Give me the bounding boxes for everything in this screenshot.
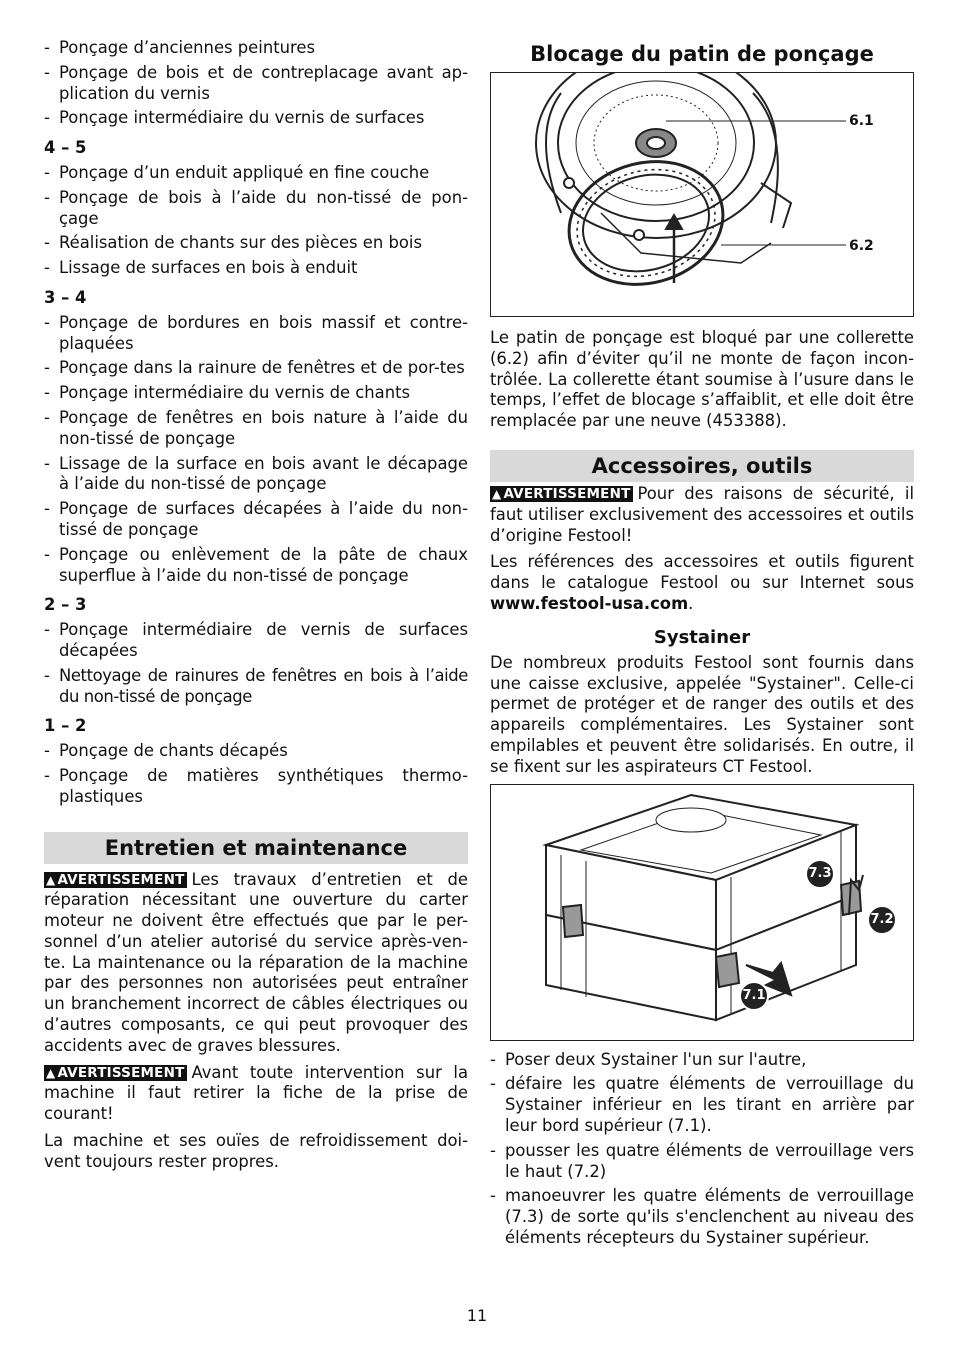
systainer-figure <box>490 784 914 1041</box>
list-item: - Ponçage de matières synthétiques thermo-plastiques <box>44 766 468 808</box>
sanding-pad-illustration <box>491 73 913 316</box>
warning-triangle-icon: ▲ <box>492 486 502 501</box>
list-item: - Ponçage d’anciennes peintures <box>44 38 468 59</box>
list-item: - Ponçage d’un enduit appliqué en fine couche <box>44 163 468 184</box>
warning-paragraph: ▲ AVERTISSEMENT Avant toute intervention sur la machine il faut retirer la fiche de la prise de courant! <box>44 1062 468 1124</box>
callout-6-2: 6.2 <box>849 238 874 254</box>
right-column <box>490 38 914 1253</box>
grade-heading: 4 – 5 <box>44 138 87 158</box>
systainer-illustration <box>491 785 913 1040</box>
systainer-paragraph: De nombreux produits Festool sont fournis dans une caisse exclusive, appelée "Systainer". Celle-ci permet de protéger et de ranger des outils et des appareils complémentaires. Les Systainer sont empilables et peuvent être solidarisés. En outre, il se fixent sur les aspirateurs CT Festool. <box>490 652 914 776</box>
section-title-systainer: Systainer <box>653 626 751 648</box>
list-item: - Lissage de la surface en bois avant le décapage à l’aide du non-tissé de ponçage <box>44 454 468 496</box>
sanding-pad-figure <box>490 72 914 317</box>
section-title-blocage: Blocage du patin de ponçage <box>530 42 874 66</box>
list-item: - défaire les quatre éléments de verrouillage du Systainer inférieur en les tirant en arrière par leur bord supérieur (7.1). <box>490 1074 914 1136</box>
list-item: - Ponçage de bois et de contreplacage avant ap-plication du vernis <box>44 63 468 105</box>
grade-heading: 3 – 4 <box>44 287 87 307</box>
page-number: 11 <box>466 1306 488 1325</box>
badge-7-1: 7.1 <box>739 981 769 1011</box>
blocage-paragraph: Le patin de ponçage est bloqué par une collerette (6.2) afin d’éviter qu’il ne monte de façon incon-trôlée. La collerette étant soumise à l’usure dans le temps, l’effet de blocage s’affaiblit, et elle doit être remplacée par une neuve (453388). <box>490 328 914 431</box>
list-item: - pousser les quatre éléments de verrouillage vers le haut (7.2) <box>490 1141 914 1183</box>
list-item: - Ponçage ou enlèvement de la pâte de chaux superflue à l’aide du non-tissé de ponçage <box>44 545 468 587</box>
section-title-maintenance: Entretien et maintenance <box>44 832 468 864</box>
list-item: - manoeuvrer les quatre éléments de verrouillage (7.3) de sorte qu'ils s'enclenchent au niveau des éléments récepteurs du Systainer supérieur. <box>490 1186 914 1248</box>
list-item: - Ponçage de bordures en bois massif et contre-plaquées <box>44 313 468 355</box>
list-item: - Ponçage intermédiaire du vernis de chants <box>44 383 468 404</box>
list-item: - Ponçage dans la rainure de fenêtres et de por-tes <box>44 358 468 379</box>
warning-badge: ▲ AVERTISSEMENT <box>490 486 633 502</box>
warning-badge: ▲ AVERTISSEMENT <box>44 872 187 888</box>
left-column <box>44 38 468 1179</box>
list-item: - Ponçage de fenêtres en bois nature à l’aide du non-tissé de ponçage <box>44 408 468 450</box>
grade-group-3-4 <box>44 288 468 586</box>
systainer-steps <box>490 1050 914 1249</box>
list-item: - Lissage de surfaces en bois à enduit <box>44 258 468 279</box>
accessoires-paragraph: Les références des accessoires et outils figurent dans le catalogue Festool ou sur Internet sous www.festool-usa.com. <box>490 552 914 613</box>
list-item: - Ponçage intermédiaire de vernis de surfaces décapées <box>44 620 468 662</box>
warning-paragraph: ▲ AVERTISSEMENT Les travaux d’entretien et de réparation nécessitant une ouverture du carter moteur ne doivent être effectués que par le per-sonnel d’un atelier autorisé du service après-ven-te. La maintenance ou la réparation de la machine par des personnes non autorisées peut entraîner un branchement incorrect de câbles électriques ou d’autres composants, ce qui peut provoquer des accidents avec de graves blessures. <box>44 869 468 1055</box>
grade-group-1-2 <box>44 716 468 807</box>
list-item: - Ponçage intermédiaire du vernis de surfaces <box>44 108 468 129</box>
grade-heading: 2 – 3 <box>44 595 87 615</box>
badge-7-3: 7.3 <box>805 859 835 889</box>
grade-group-4-5 <box>44 138 468 279</box>
list-item: - Poser deux Systainer l'un sur l'autre, <box>490 1050 914 1071</box>
intro-list <box>44 38 468 129</box>
list-item: - Ponçage de bois à l’aide du non-tissé de pon-çage <box>44 188 468 230</box>
list-item: - Ponçage de chants décapés <box>44 741 468 762</box>
warning-triangle-icon: ▲ <box>46 872 56 887</box>
grade-heading: 1 – 2 <box>44 716 87 736</box>
section-title-accessoires: Accessoires, outils <box>490 450 914 482</box>
list-item: - Ponçage de surfaces décapées à l’aide du non-tissé de ponçage <box>44 499 468 541</box>
badge-7-2: 7.2 <box>867 905 897 935</box>
list-item: - Réalisation de chants sur des pièces en bois <box>44 233 468 254</box>
callout-6-1: 6.1 <box>849 113 874 129</box>
list-item: - Nettoyage de rainures de fenêtres en bois à l’aide du non-tissé de ponçage <box>44 666 468 708</box>
warning-paragraph: ▲ AVERTISSEMENT Pour des raisons de sécurité, il faut utiliser exclusivement des accessoires et outils d’origine Festool! <box>490 483 914 545</box>
warning-badge: ▲ AVERTISSEMENT <box>44 1065 187 1081</box>
warning-triangle-icon: ▲ <box>46 1065 56 1080</box>
maintenance-paragraph: La machine et ses ouïes de refroidissement doi-vent toujours rester propres. <box>44 1131 468 1171</box>
grade-group-2-3 <box>44 595 468 707</box>
festool-url-link[interactable]: www.festool-usa.com <box>490 593 689 613</box>
